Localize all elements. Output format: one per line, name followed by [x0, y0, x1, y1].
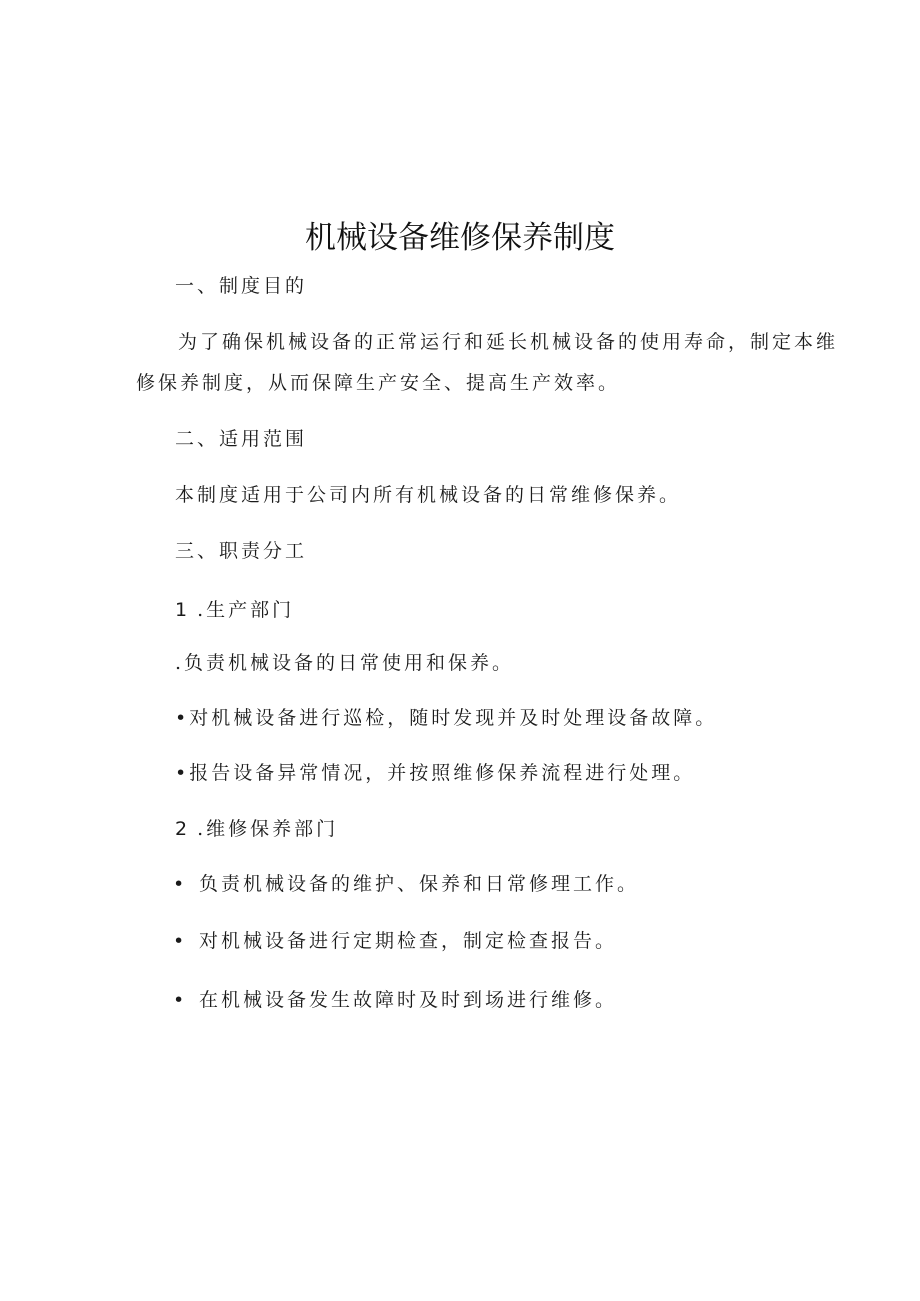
document-title: 机械设备维修保养制度 — [305, 220, 615, 256]
subsection-maintenance-department — [175, 814, 338, 844]
list-item: • 负责机械设备的维护、保养和日常修理工作。 — [173, 869, 639, 899]
bullet-icon: • — [173, 873, 185, 895]
list-item: •对机械设备进行巡检，随时发现并及时处理设备故障。 — [175, 707, 718, 729]
list-item: • 在机械设备发生故障时及时到场进行维修。 — [173, 985, 617, 1015]
bullet-icon: • — [173, 989, 185, 1011]
list-item: .负责机械设备的日常使用和保养。 — [175, 652, 515, 674]
list-item: • 对机械设备进行定期检查，制定检查报告。 — [173, 926, 617, 956]
scope-body: 本制度适用于公司内所有机械设备的日常维修保养。 — [175, 484, 682, 506]
subsection-production-department — [175, 595, 294, 625]
subsection-number: 1 — [175, 599, 188, 621]
subsection-title: .生产部门 — [197, 599, 295, 621]
subsection-title: .维修保养部门 — [197, 818, 339, 840]
subsection-number: 2 — [175, 818, 188, 840]
purpose-body-line-2: 修保养制度，从而保障生产安全、提高生产效率。 — [136, 372, 621, 394]
list-item: •报告设备异常情况，并按照维修保养流程进行处理。 — [175, 762, 696, 784]
purpose-body-line-1: 为了确保机械设备的正常运行和延长机械设备的使用寿命，制定本维 — [178, 331, 839, 353]
section-heading-purpose: 一、制度目的 — [175, 275, 308, 297]
section-heading-responsibilities: 三、职责分工 — [175, 540, 308, 562]
section-heading-scope: 二、适用范围 — [175, 428, 308, 450]
bullet-icon: • — [173, 930, 185, 952]
